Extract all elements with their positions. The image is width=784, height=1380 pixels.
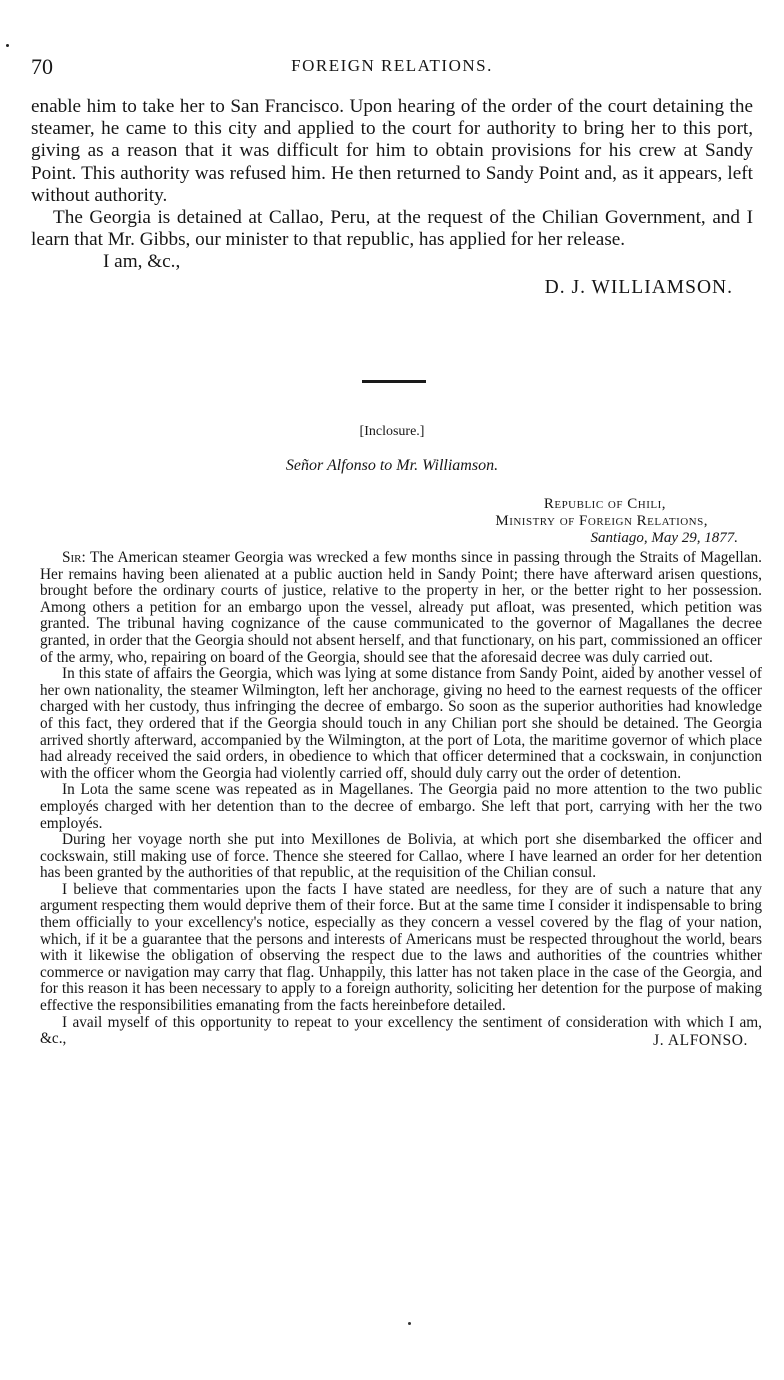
inclosure-label: [Inclosure.] bbox=[359, 424, 425, 439]
letter-header-republic: Republic of Chili, bbox=[543, 496, 666, 512]
letter-header-ministry: Ministry of Foreign Relations, bbox=[495, 513, 708, 529]
letter-header bbox=[495, 496, 738, 547]
main-text bbox=[31, 96, 753, 300]
signature-williamson: D. J. WILLIAMSON. bbox=[544, 276, 733, 298]
stray-mark bbox=[408, 1322, 411, 1325]
stray-mark bbox=[6, 44, 9, 47]
letter-paragraph: During her voyage north she put into Mexillones de Bolivia, at which port she disembarked the officer and cockswain, still making use of force. Thence she steered for Callao, where I have learned an order for her detention has been granted by the authorities of that republic, at the requisition of the Chilian consul. bbox=[40, 831, 762, 882]
letter-paragraph: In Lota the same scene was repeated as in Magellanes. The Georgia paid no more attention to the two public employés charged with her detention than to the decree of embargo. She left that port, carrying with her the two employés. bbox=[40, 781, 762, 832]
main-paragraph: The Georgia is detained at Callao, Peru, at the request of the Chilian Government, and I learn that Mr. Gibbs, our minister to that republic, has applied for her release. bbox=[31, 207, 753, 251]
letter-paragraph: Sir: The American steamer Georgia was wrecked a few months since in passing through the Straits of Magellan. Her remains having been alienated at a public auction held in Sandy Point; there have afterward arisen questions, brought before the ordinary courts of justice, relative to the property in her, or the better right to her possession. Among others a petition for an embargo upon the vessel, already put afloat, was presented, which petition was granted. The tribunal having cognizance of the cause communicated to the governor of Magallanes the decree granted, in order that the Georgia should not absent herself, and that functionary, on his part, commissioned an officer of the army, who, repairing on board of the Georgia, should see that the aforesaid decree was duly carried out. bbox=[40, 549, 762, 666]
letter-paragraph: I believe that commentaries upon the facts I have stated are needless, for they are of such a nature that any argument respecting them would deprive them of their force. But at the same time I consider it indispensable to bring them officially to your excellency's notice, especially as they concern a vessel covered by the flag of your nation, which, if it be a guarantee that the persons and interests of Americans must be respected throughout the world, bears with it likewise the obligation of observing the respect due to the laws and authorities of the countries whither commerce or navigation may carry that flag. Unhappily, this latter has not taken place in the case of the Georgia, and for this reason it has been necessary to apply to a foreign authority, soliciting her detention for the purpose of making effective the responsibilities emanating from the facts hereinbefore detailed. bbox=[40, 880, 762, 1015]
letter-place: Santiago, bbox=[590, 530, 648, 546]
signature-alfonso: J. ALFONSO. bbox=[653, 1031, 748, 1049]
letter-header-dateline bbox=[495, 530, 738, 547]
letter-paragraph: I avail myself of this opportunity to repeat to your excellency the sentiment of consideration with which I am, &c., bbox=[40, 1013, 762, 1048]
letter-body bbox=[40, 550, 762, 1050]
page-number: 70 bbox=[31, 54, 53, 79]
letter-title: Señor Alfonso to Mr. Williamson. bbox=[285, 457, 499, 474]
section-divider bbox=[362, 380, 426, 383]
running-head: FOREIGN RELATIONS. bbox=[291, 56, 493, 75]
letter-paragraph: In this state of affairs the Georgia, which was lying at some distance from Sandy Point, aided by another vessel of her own nationality, the steamer Wilmington, left her anchorage, giving no heed to the earnest requests of the officer charged with her custody, thus infringing the decree of embargo. So soon as the superior authorities had knowledge of this fact, they ordered that if the Georgia should touch in any Chilian port she should be detained. The Georgia arrived shortly afterward, accompanied by the Wilmington, at the port of Lota, the maritime governor of which place had already received the said orders, in obedience to which that officer determined that a cockswain, in conjunction with the officer whom the Georgia had violently carried off, should duly carry out the order of detention. bbox=[40, 665, 762, 782]
salutation: Sir: bbox=[62, 549, 86, 566]
closing-line: I am, &c., bbox=[103, 251, 181, 273]
letter-date: May 29, 1877. bbox=[651, 530, 738, 546]
main-paragraph: enable him to take her to San Francisco. Upon hearing of the order of the court detaining the steamer, he came to this city and applied to the court for authority to bring her to this port, giving as a reason that it was difficult for him to obtain provisions for his crew at Sandy Point. This authority was refused him. He then returned to Sandy Point and, as it appears, left without authority. bbox=[31, 96, 753, 206]
